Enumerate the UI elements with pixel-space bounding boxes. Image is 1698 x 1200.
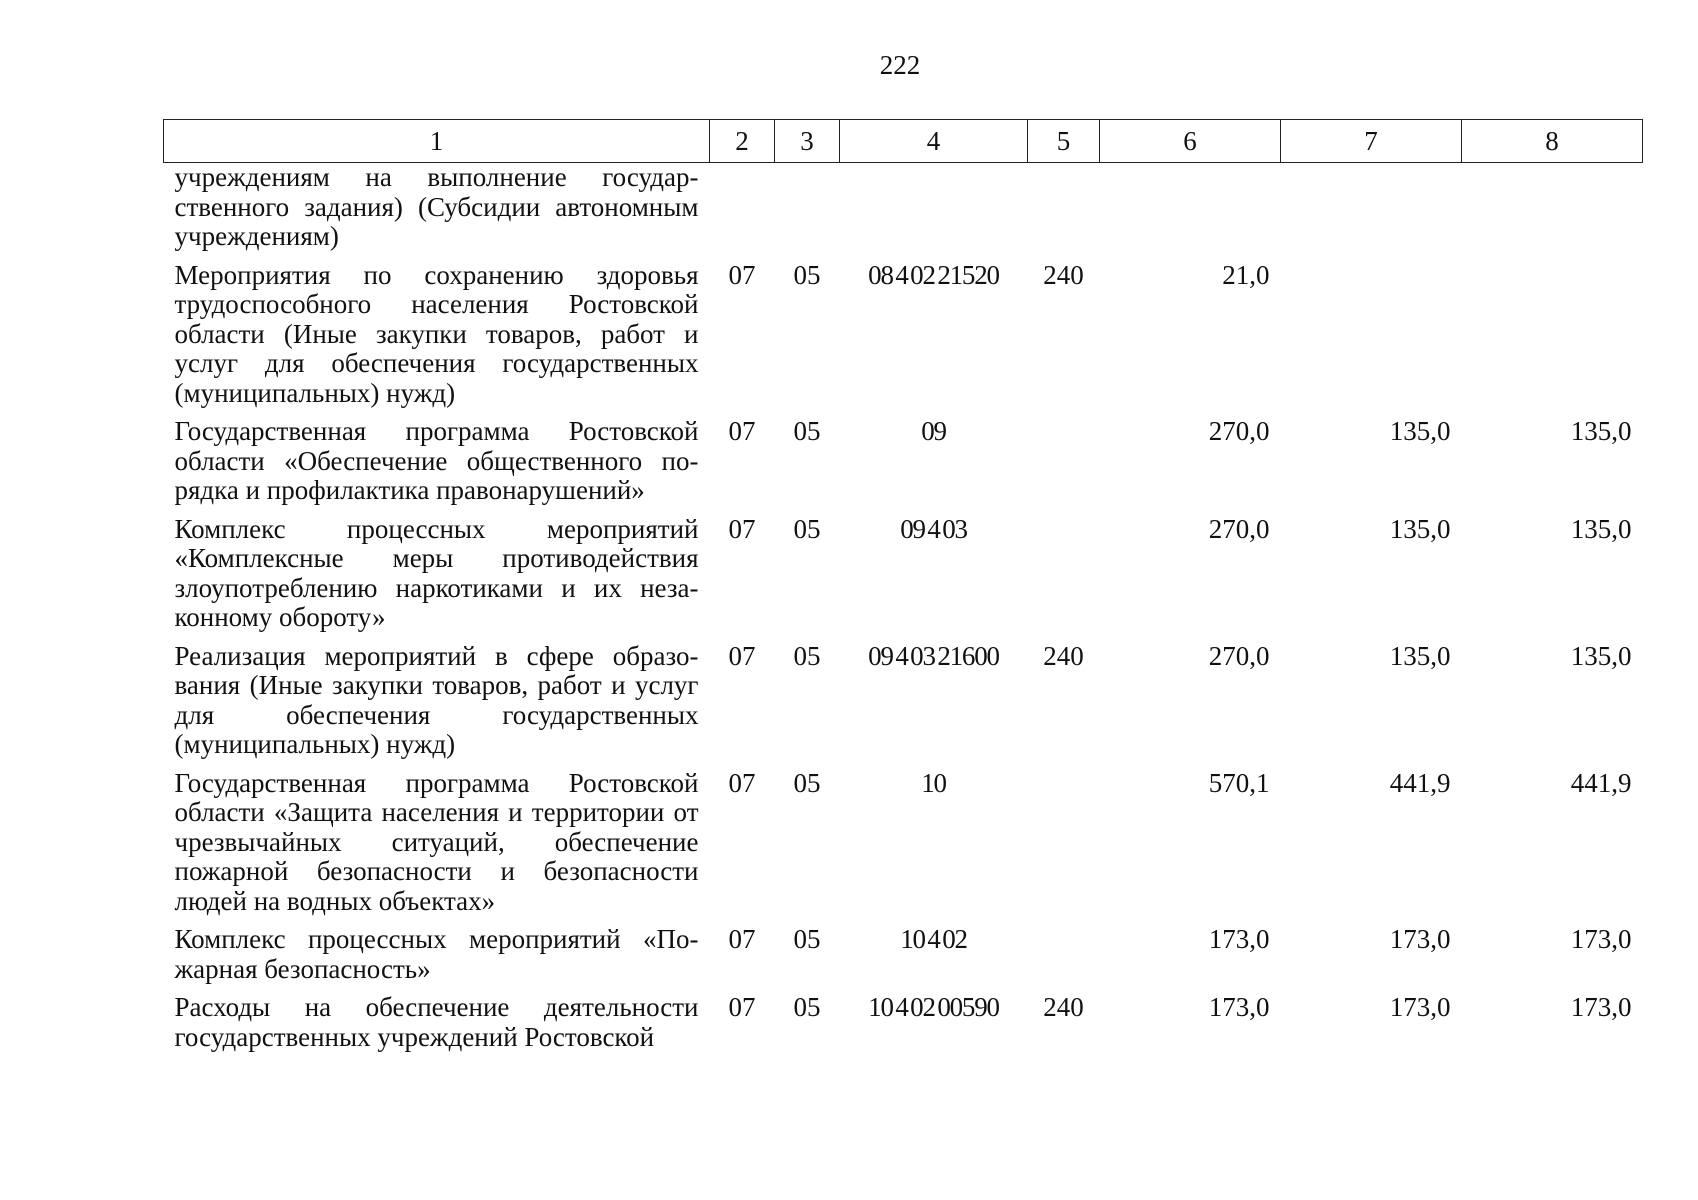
row-subsection: 05 bbox=[793, 416, 821, 446]
row-section: 07 bbox=[728, 513, 756, 544]
row-description: Комплекс процессных мероприятий «Комплексные меры противодействия злоупотреблению наркотиками и их незаконному обороту» bbox=[174, 513, 699, 632]
row-target-article: 10 4 02 00590 bbox=[868, 992, 999, 1022]
row-amount-col7 bbox=[1281, 163, 1462, 261]
table-row bbox=[164, 417, 1643, 515]
row-amount-col6: 570,1 bbox=[1208, 767, 1270, 798]
row-section bbox=[710, 163, 775, 261]
row-subsection: 05 bbox=[793, 767, 821, 798]
row-target-article: 10 4 02 bbox=[900, 924, 967, 954]
column-number-row bbox=[164, 120, 1643, 163]
row-section: 07 bbox=[728, 416, 756, 446]
row-subsection: 05 bbox=[793, 259, 821, 290]
row-amount-col6: 21,0 bbox=[1222, 259, 1270, 290]
row-description: Государственная программа Ростовской области «Обеспечение общественного порядка и профилактика правонарушений» bbox=[174, 416, 699, 505]
row-target-article: 08 4 02 21520 bbox=[868, 259, 999, 290]
row-section: 07 bbox=[728, 767, 756, 798]
row-subsection: 05 bbox=[793, 513, 821, 544]
row-section: 07 bbox=[728, 259, 756, 290]
row-amount-col7: 135,0 bbox=[1389, 513, 1451, 544]
table-row bbox=[164, 642, 1643, 769]
row-amount-col6: 173,0 bbox=[1208, 924, 1270, 954]
column-header-2: 2 bbox=[710, 120, 775, 163]
row-description: Комплекс процессных мероприятий «Пожарная безопасность» bbox=[174, 924, 699, 984]
row-section: 07 bbox=[728, 992, 756, 1022]
row-amount-col6: 270,0 bbox=[1208, 640, 1270, 671]
table-row bbox=[164, 993, 1643, 1061]
row-expense-type: 240 bbox=[1043, 992, 1084, 1022]
table-row bbox=[164, 769, 1643, 926]
column-header-6: 6 bbox=[1100, 120, 1281, 163]
column-header-7: 7 bbox=[1281, 120, 1462, 163]
row-target-article: 09 4 03 21600 bbox=[868, 640, 999, 671]
table-row bbox=[164, 261, 1643, 418]
row-subsection: 05 bbox=[793, 924, 821, 954]
row-amount-col8 bbox=[1462, 163, 1643, 261]
row-amount-col7: 441,9 bbox=[1389, 767, 1451, 798]
row-target-article: 10 bbox=[921, 767, 946, 798]
row-expense-type bbox=[1028, 417, 1100, 515]
row-description: Государственная программа Ростовской области «Защита населения и территории от чрезвычайных ситуаций, обеспечение пожарной безопасности и безопасности людей на водных объектах» bbox=[174, 767, 699, 916]
row-amount-col6 bbox=[1100, 163, 1281, 261]
row-description: учреждениям на выполнение государственного задания) (Субсидии автономным учреждениям) bbox=[174, 162, 699, 251]
row-amount-col6: 173,0 bbox=[1208, 992, 1270, 1022]
column-header-4: 4 bbox=[840, 120, 1028, 163]
column-header-3: 3 bbox=[775, 120, 840, 163]
table-row bbox=[164, 925, 1643, 993]
budget-table bbox=[163, 119, 1643, 1061]
row-amount-col7 bbox=[1281, 261, 1462, 418]
row-amount-col8: 441,9 bbox=[1570, 767, 1632, 798]
row-target-article: 09 4 03 bbox=[900, 513, 967, 544]
row-amount-col7: 173,0 bbox=[1389, 992, 1451, 1022]
row-target-article bbox=[840, 163, 1028, 261]
page-number: 222 bbox=[879, 50, 921, 80]
row-amount-col7: 135,0 bbox=[1389, 416, 1451, 446]
row-expense-type bbox=[1028, 163, 1100, 261]
row-amount-col7: 135,0 bbox=[1389, 640, 1451, 671]
row-amount-col6: 270,0 bbox=[1208, 416, 1270, 446]
row-description: Реализация мероприятий в сфере образования (Иные закупки товаров, работ и услуг для обеспечения государственных (муниципальных) нужд) bbox=[174, 640, 699, 759]
column-header-5: 5 bbox=[1028, 120, 1100, 163]
row-description: Мероприятия по сохранению здоровья трудоспособного населения Ростовской области (Иные закупки товаров, работ и услуг для обеспечения государственных (муниципальных) нужд) bbox=[174, 259, 699, 408]
row-expense-type bbox=[1028, 769, 1100, 926]
row-amount-col8 bbox=[1462, 261, 1643, 418]
row-amount-col6: 270,0 bbox=[1208, 513, 1270, 544]
row-description: Расходы на обеспечение деятельности государственных учреждений Ростовской bbox=[174, 992, 699, 1052]
row-amount-col8: 135,0 bbox=[1570, 513, 1632, 544]
table-row bbox=[164, 163, 1643, 261]
row-expense-type bbox=[1028, 925, 1100, 993]
row-expense-type bbox=[1028, 515, 1100, 642]
row-amount-col8: 173,0 bbox=[1570, 924, 1632, 954]
row-expense-type: 240 bbox=[1043, 640, 1084, 671]
row-subsection: 05 bbox=[793, 992, 821, 1022]
row-subsection bbox=[775, 163, 840, 261]
column-header-8: 8 bbox=[1462, 120, 1643, 163]
row-amount-col8: 135,0 bbox=[1570, 416, 1632, 446]
row-target-article: 09 bbox=[921, 416, 946, 446]
row-amount-col8: 135,0 bbox=[1570, 640, 1632, 671]
column-header-1: 1 bbox=[164, 120, 710, 163]
row-subsection: 05 bbox=[793, 640, 821, 671]
row-amount-col7: 173,0 bbox=[1389, 924, 1451, 954]
row-section: 07 bbox=[728, 924, 756, 954]
row-amount-col8: 173,0 bbox=[1570, 992, 1632, 1022]
row-expense-type: 240 bbox=[1043, 259, 1084, 290]
table-row bbox=[164, 515, 1643, 642]
row-section: 07 bbox=[728, 640, 756, 671]
